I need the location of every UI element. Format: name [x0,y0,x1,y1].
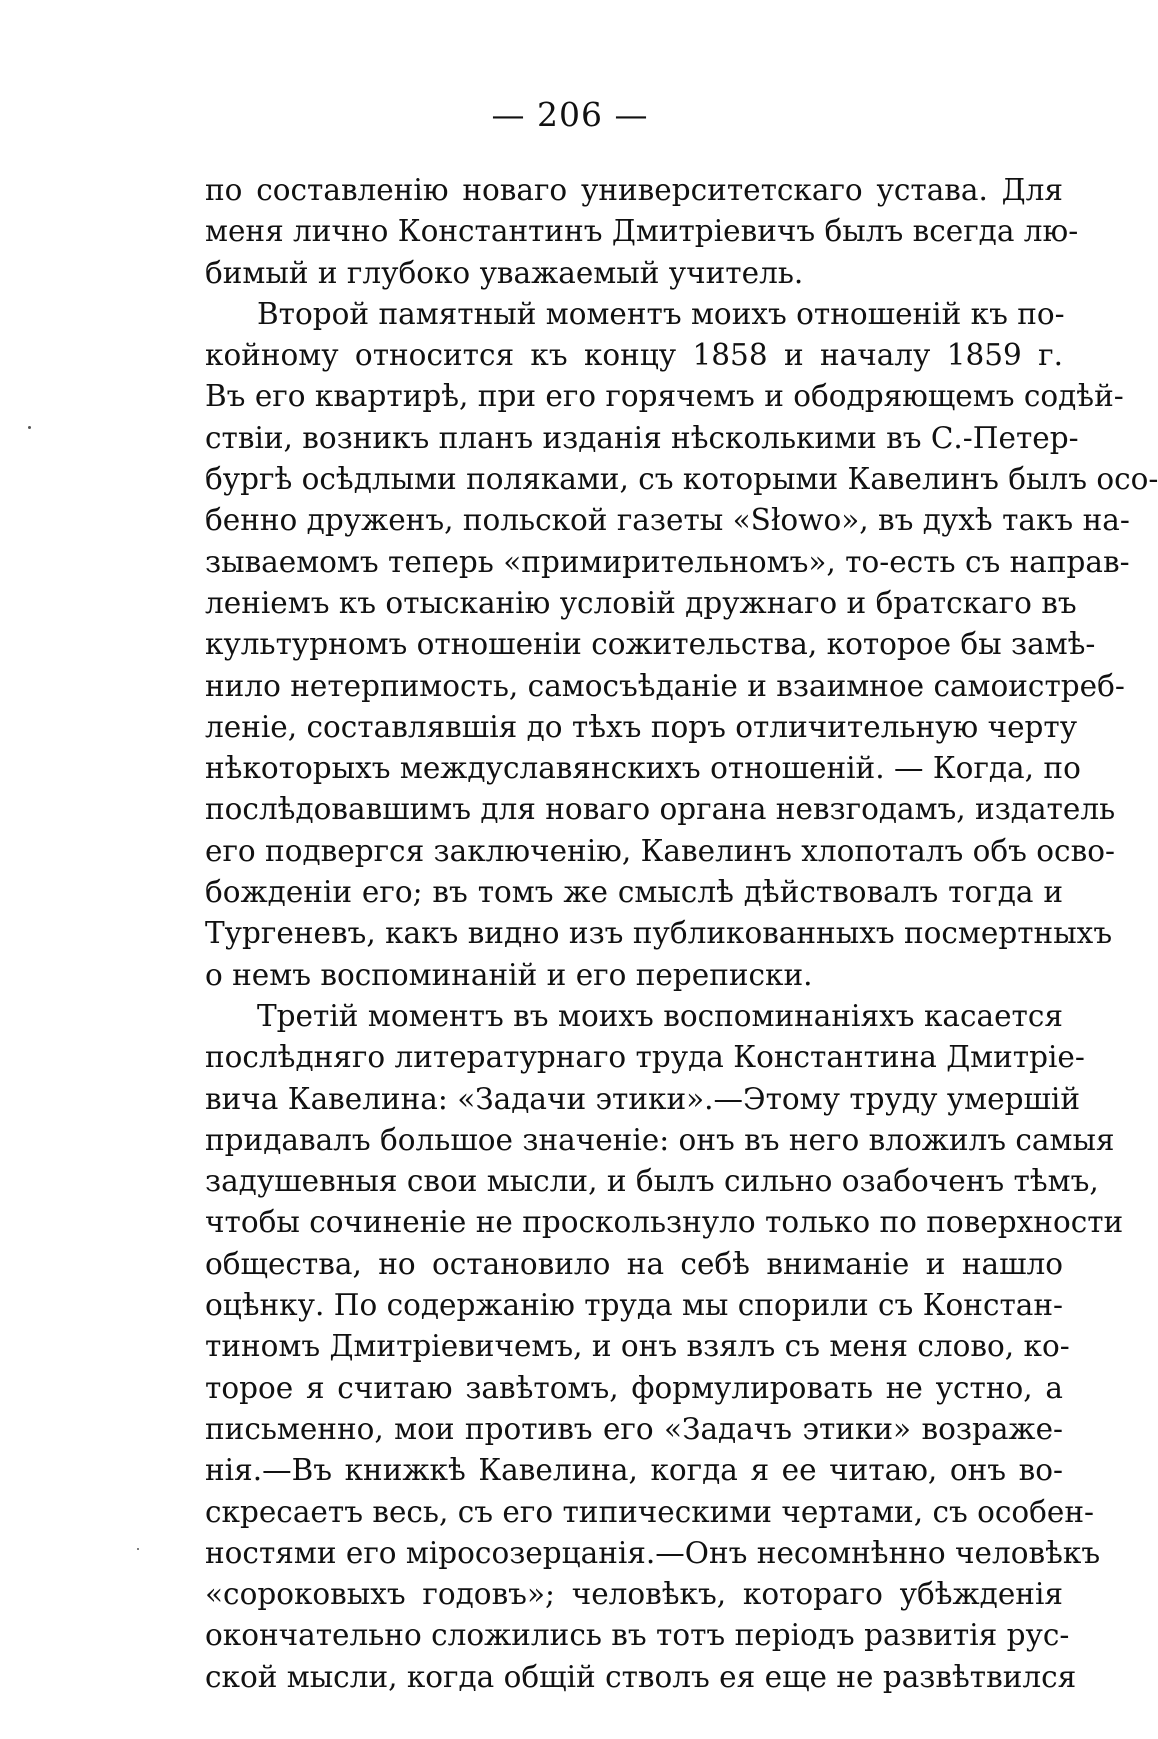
text-line: бенно друженъ, польской газеты «Słowo», въ духѣ такъ на- [205,503,1130,538]
text-line: письменно, мои противъ его «Задачъ этики» возраже- [205,1411,1063,1446]
text-line: по составленію новаго университетскаго устава. Для [205,173,1063,207]
text-line: послѣдовавшимъ для новаго органа невзгодамъ, издатель [205,792,1116,827]
text-line: бургѣ осѣдлыми поляками, съ которыми Кавелинъ былъ осо- [205,462,1158,497]
text-line: ностями его міросозерцанія.—Онъ несомнѣнно человѣкъ [205,1535,1101,1570]
scan-speck [28,426,31,429]
text-line: ской мысли, когда общій стволъ ея еще не развѣтвился [205,1659,1077,1694]
text-line: зываемомъ теперь «примирительномъ», то-есть съ направ- [205,544,1130,579]
text-line: его подвергся заключенію, Кавелинъ хлопоталъ объ осво- [205,833,1115,868]
text-line: окончательно сложились въ тотъ періодъ развитія рус- [205,1618,1070,1653]
text-line: леніе, составлявшія до тѣхъ поръ отличительную черту [205,709,1078,744]
text-line: культурномъ отношеніи сожительства, которое бы замѣ- [205,627,1096,662]
text-line: койному относится къ концу 1858 и началу 1859 г. [205,338,1063,373]
text-line: общества, но остановило на себѣ вниманіе и нашло [205,1246,1063,1281]
text-line: скресаетъ весь, съ его типическими чертами, съ особен- [205,1494,1095,1529]
text-line: нѣкоторыхъ междуславянскихъ отношеній. — Когда, по [205,751,1081,786]
text-line: придавалъ большое значеніе: онъ въ него вложилъ самыя [205,1122,1115,1157]
body-text [205,170,1158,1698]
text-line: вича Кавелина: «Задачи этики».—Этому труду умершій [205,1081,1080,1116]
text-line: Второй памятный моментъ моихъ отношеній къ по- [257,296,1065,331]
text-line: Третій моментъ въ моихъ воспоминаніяхъ касается [257,998,1063,1033]
text-line: «сороковыхъ годовъ»; человѣкъ, котораго убѣжденія [205,1577,1063,1612]
text-line: нило нетерпимость, самосъѣданіе и взаимное самоистреб- [205,668,1125,703]
text-line: Тургеневъ, какъ видно изъ публикованныхъ посмертныхъ [205,916,1113,951]
page-number: — 206 — [491,95,649,134]
text-line: меня лично Константинъ Дмитріевичъ былъ всегда лю- [205,214,1079,249]
text-line: леніемъ къ отысканію условій дружнаго и братскаго въ [205,585,1077,620]
text-line: тиномъ Дмитріевичемъ, и онъ взялъ съ меня слово, ко- [205,1329,1070,1364]
text-line: послѣдняго литературнаго труда Константина Дмитріе- [205,1040,1085,1075]
text-line: о немъ воспоминаній и его переписки. [205,957,813,992]
text-line: нія.—Въ книжкѣ Кавелина, когда я ее читаю, онъ во- [205,1453,1063,1488]
text-line: торое я считаю завѣтомъ, формулировать не устно, а [205,1370,1063,1405]
text-line: ствіи, возникъ планъ изданія нѣсколькими въ С.-Петер- [205,420,1079,455]
scan-speck [137,1548,139,1550]
text-line: божденіи его; въ томъ же смыслѣ дѣйствовалъ тогда и [205,875,1063,910]
text-line: задушевныя свои мысли, и былъ сильно озабоченъ тѣмъ, [205,1164,1099,1199]
text-line: оцѣнку. По содержанію труда мы спорили съ Констан- [205,1288,1064,1323]
text-line: бимый и глубоко уважаемый учитель. [205,255,804,290]
text-line: Въ его квартирѣ, при его горячемъ и ободряющемъ содѣй- [205,379,1124,414]
text-line: чтобы сочиненіе не проскользнуло только по поверхности [205,1205,1124,1240]
